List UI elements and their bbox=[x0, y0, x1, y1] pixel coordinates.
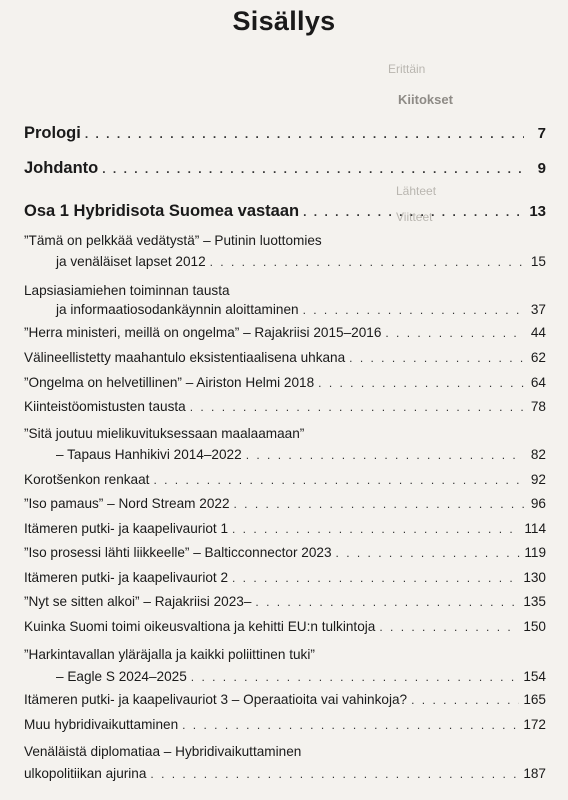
toc-page-number: 119 bbox=[524, 545, 546, 560]
toc-entry-title: ”Iso pamaus” – Nord Stream 2022 bbox=[24, 496, 230, 511]
toc-leader-dots bbox=[318, 376, 524, 390]
toc-page-number: 37 bbox=[530, 302, 546, 317]
toc-entry-line1: Venäläistä diplomatiaa – Hybridivaikuttaminen bbox=[24, 744, 302, 759]
toc-leader-dots bbox=[379, 620, 519, 634]
toc-page-number: 7 bbox=[537, 125, 546, 142]
toc-leader-dots bbox=[303, 205, 524, 219]
toc-leader-dots bbox=[234, 497, 524, 511]
page-title: Sisällys bbox=[232, 6, 336, 36]
toc-page-number: 92 bbox=[530, 472, 546, 487]
toc-leader-dots bbox=[150, 767, 519, 781]
toc-entry-title: Itämeren putki- ja kaapelivauriot 2 bbox=[24, 570, 229, 585]
bleed-through-text: Viitteet bbox=[396, 210, 433, 224]
toc-page-number: 78 bbox=[530, 399, 546, 414]
toc-entry-title: ”Nyt se sitten alkoi” – Rajakriisi 2023– bbox=[24, 594, 252, 609]
toc-page-number: 15 bbox=[530, 254, 546, 269]
toc-entry-title: Välineellistetty maahantulo eksistentiaalisena uhkana bbox=[24, 350, 346, 365]
toc-leader-dots bbox=[102, 162, 524, 176]
toc-page-number: 64 bbox=[530, 375, 546, 390]
toc-leader-dots bbox=[232, 522, 520, 536]
toc-entry bbox=[24, 399, 546, 414]
toc-entry bbox=[24, 570, 546, 585]
toc-page-number: 96 bbox=[530, 496, 546, 511]
toc-page-number: 130 bbox=[523, 570, 546, 585]
toc-leader-dots bbox=[210, 255, 524, 269]
toc-entry-title: – Eagle S 2024–2025 bbox=[56, 669, 187, 684]
toc-entry-line1: Lapsiasiamiehen toiminnan tausta bbox=[24, 283, 230, 298]
toc-entry bbox=[56, 447, 546, 462]
toc-entry bbox=[24, 717, 546, 732]
toc-entry-title: Korotšenkon renkaat bbox=[24, 472, 150, 487]
bleed-through-text: Lähteet bbox=[396, 184, 437, 198]
toc-entry-title: Itämeren putki- ja kaapelivauriot 3 – Operaatioita vai vahinkoja? bbox=[24, 692, 408, 707]
toc-leader-dots bbox=[190, 400, 524, 414]
toc-page-number: 150 bbox=[523, 619, 546, 634]
toc-leader-dots bbox=[182, 718, 519, 732]
toc-page-number: 82 bbox=[530, 447, 546, 462]
toc-leader-dots bbox=[246, 448, 524, 462]
toc-page-number: 62 bbox=[530, 350, 546, 365]
toc-entry-title: Muu hybridivaikuttaminen bbox=[24, 717, 179, 732]
toc-entry-title: – Tapaus Hanhikivi 2014–2022 bbox=[56, 447, 242, 462]
toc-page-number: 114 bbox=[524, 521, 546, 536]
toc-entry-title: Prologi bbox=[24, 124, 81, 142]
toc-entry bbox=[24, 472, 546, 487]
toc-entry bbox=[56, 254, 546, 269]
toc-entry-line1: ”Tämä on pelkkää vedätystä” – Putinin luottomies bbox=[24, 233, 322, 248]
toc-entry bbox=[24, 619, 546, 634]
toc-entry-title: Itämeren putki- ja kaapelivauriot 1 bbox=[24, 521, 229, 536]
toc-entry bbox=[24, 124, 546, 143]
toc-entry-title: Kiinteistöomistusten tausta bbox=[24, 399, 186, 414]
toc-page-number: 135 bbox=[523, 594, 546, 609]
toc-entry-title: ”Ongelma on helvetillinen” – Airiston Helmi 2018 bbox=[24, 375, 315, 390]
toc-entry bbox=[24, 496, 546, 511]
toc-entry-title: Kuinka Suomi toimi oikeusvaltiona ja kehitti EU:n tulkintoja bbox=[24, 619, 376, 634]
toc-leader-dots bbox=[85, 127, 524, 141]
toc-page-number: 172 bbox=[523, 717, 546, 732]
toc-page-number: 154 bbox=[523, 669, 546, 684]
toc-entry bbox=[56, 302, 546, 317]
toc-entry-title: Johdanto bbox=[24, 159, 99, 177]
toc-entry bbox=[24, 325, 546, 340]
toc-page-number: 9 bbox=[537, 160, 546, 177]
toc-entry-line1: ”Sitä joutuu mielikuvituksessaan maalaamaan” bbox=[24, 426, 305, 441]
toc-entry bbox=[24, 594, 546, 609]
toc-entry bbox=[24, 350, 546, 365]
toc-entry-title: ”Iso prosessi lähti liikkeelle” – Balticconnector 2023 bbox=[24, 545, 332, 560]
toc-page-number: 165 bbox=[523, 692, 546, 707]
toc-entry-title: ja informaatiosodankäynnin aloittaminen bbox=[56, 302, 299, 317]
toc-entry bbox=[56, 669, 546, 684]
bleed-through-text: Kiitokset bbox=[398, 92, 453, 107]
bleed-through-text: Erittäin bbox=[388, 62, 426, 76]
toc-entry-line1: ”Harkintavallan yläräjalla ja kaikki poliittinen tuki” bbox=[24, 647, 315, 662]
toc-leader-dots bbox=[153, 473, 524, 487]
toc-entry bbox=[24, 521, 546, 536]
toc-leader-dots bbox=[232, 571, 519, 585]
toc-entry bbox=[24, 692, 546, 707]
toc-leader-dots bbox=[411, 693, 519, 707]
toc-leader-dots bbox=[349, 351, 524, 365]
toc-entry bbox=[24, 766, 546, 781]
toc-page-number: 44 bbox=[530, 325, 546, 340]
toc-entry bbox=[24, 375, 546, 390]
toc-part-heading bbox=[24, 202, 546, 221]
toc-leader-dots bbox=[303, 303, 524, 317]
toc-entry-title: ja venäläiset lapset 2012 bbox=[56, 254, 206, 269]
toc-leader-dots bbox=[255, 595, 519, 609]
toc-leader-dots bbox=[336, 546, 521, 560]
toc-entry-title: ”Herra ministeri, meillä on ongelma” – Rajakriisi 2015–2016 bbox=[24, 325, 382, 340]
toc-entry bbox=[24, 159, 546, 178]
toc-leader-dots bbox=[385, 326, 524, 340]
toc-entry-title: ulkopolitiikan ajurina bbox=[24, 766, 147, 781]
toc-leader-dots bbox=[191, 670, 520, 684]
toc-page-number: 187 bbox=[523, 766, 546, 781]
toc-entry-title: Osa 1 Hybridisota Suomea vastaan bbox=[24, 202, 300, 220]
toc-entry bbox=[24, 545, 546, 560]
toc-page-number: 13 bbox=[529, 203, 546, 220]
